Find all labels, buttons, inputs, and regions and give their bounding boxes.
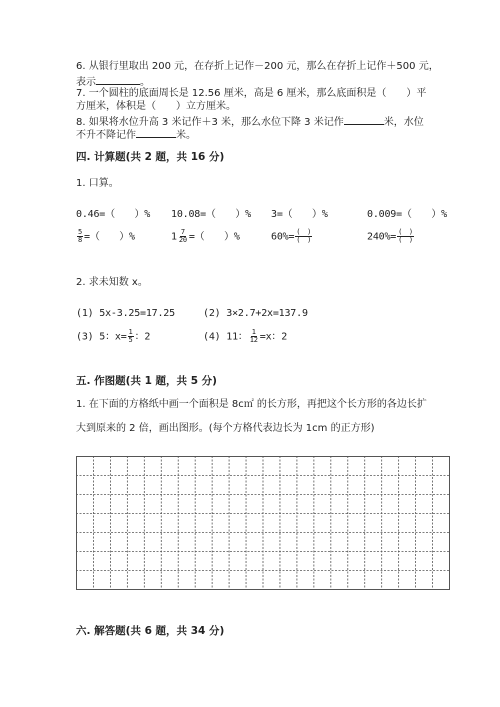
oral-r1c1: 0.46=（ ）% (76, 209, 151, 220)
fraction: $\frac{1}{12}$ (249, 328, 258, 344)
section6-heading: 六. 解答题(共 6 题，共 34 分) (76, 625, 225, 637)
drawing-question-line-2: 大到原来的 2 倍，画出图形。(每个方格代表边长为 1cm 的正方形) (76, 423, 375, 434)
fraction: $\frac{( )}{( )}$ (296, 228, 312, 244)
section4-heading: 四. 计算题(共 2 题，共 16 分) (76, 151, 225, 163)
q8-line-1 (76, 115, 424, 129)
oral-r2c1: $\frac{5}{8}$ =（ ）% (78, 228, 135, 244)
section5-heading: 五. 作图题(共 1 题，共 5 分) (76, 375, 217, 387)
oral-r2c3: 60%= $\frac{( )}{( )}$ (271, 228, 312, 244)
fraction: $\frac{7}{20}$ (178, 228, 187, 244)
equation-3: (3) 5：x= $\frac{1}{5}$ ：2 (76, 328, 151, 344)
q7-line-2: 方厘米，体积是（ ）立方厘米。 (76, 101, 236, 112)
q6-line-1: 6. 从银行里取出 200 元，在存折上记作－200 元，那么在存折上记作＋500 元， (76, 61, 439, 72)
oral-r1c4: 0.009=（ ）% (367, 209, 447, 220)
oral-r1c2: 10.08=（ ）% (171, 209, 251, 220)
q7-line-1: 7. 一个圆柱的底面周长是 12.56 厘米，高是 6 厘米，那么底面积是（ ）平 (76, 88, 427, 99)
oral-r1c3: 3=（ ）% (271, 209, 328, 220)
equation-2: (2) 3×2.7+2x=137.9 (203, 308, 308, 319)
q8-text-b2: 米。 (176, 130, 196, 141)
oral-r2c4: 240%= $\frac{( )}{( )}$ (367, 228, 413, 244)
equation-4: (4) 11： $\frac{1}{12}$ =x：2 (203, 328, 288, 344)
q6-line-2 (76, 75, 150, 89)
q8-text-b: 不升不降记作 (76, 130, 136, 141)
q8-blank-2[interactable] (136, 128, 176, 138)
square-grid-paper[interactable] (76, 456, 450, 590)
fraction: $\frac{5}{8}$ (78, 228, 83, 244)
solve-x-label: 2. 求未知数 x。 (76, 277, 148, 288)
q8-line-2 (76, 128, 196, 142)
q8-text-a: 8. 如果将水位升高 3 米记作＋3 米，那么水位下降 3 米记作 (76, 117, 344, 128)
q8-text-a2: 米，水位 (383, 117, 424, 128)
q6-text: 表示 (76, 77, 96, 88)
oral-r2c2: 1 $\frac{7}{20}$ =（ ）% (171, 228, 240, 244)
q6-blank[interactable] (96, 75, 140, 85)
q6-end: 。 (140, 77, 150, 88)
drawing-question-line-1: 1. 在下面的方格纸中画一个面积是 8c㎡ 的长方形，再把这个长方形的各边长扩 (76, 399, 427, 410)
fraction: $\frac{1}{5}$ (128, 328, 133, 344)
equation-1: (1) 5x-3.25=17.25 (76, 308, 175, 319)
fraction: $\frac{( )}{( )}$ (398, 228, 413, 244)
q8-blank-1[interactable] (344, 115, 384, 125)
oral-calc-label: 1. 口算。 (76, 178, 119, 189)
